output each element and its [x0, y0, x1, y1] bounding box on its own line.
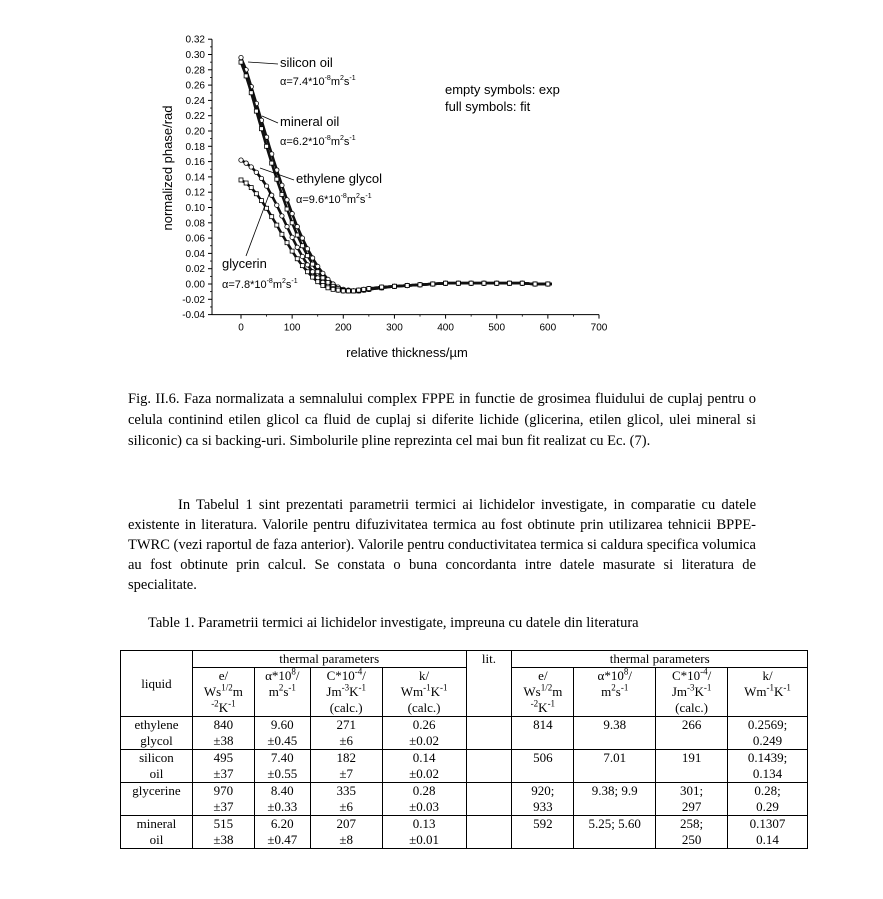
pointer-glycerin: [246, 192, 270, 256]
data-point: [321, 276, 325, 280]
cell-line-2: ±7: [339, 766, 354, 781]
data-point: [275, 223, 279, 227]
cell-lit-conductivity: [728, 816, 808, 849]
cell-heat-capacity: [310, 717, 382, 750]
y-axis-label: normalized phase/rad: [160, 105, 175, 231]
cell-line-1: silicon: [139, 750, 174, 765]
cell-lit-effusivity: [512, 717, 574, 750]
cell-lit-effusivity: [512, 783, 574, 816]
y-tick-label: 0.32: [185, 34, 205, 46]
data-point: [321, 284, 325, 288]
cell-line-1: 301;: [680, 783, 704, 798]
cell-line-1: 592: [533, 816, 553, 831]
cell-lit: [466, 717, 512, 750]
cell-effusivity: [192, 717, 254, 750]
cell-line-2: ±37: [213, 766, 234, 781]
data-point: [346, 289, 350, 293]
cell-line-2: ±6: [339, 799, 354, 814]
header-lit-effusivity: e/ $Ws^{1/2}m$ $^{-2}K^{-1}$: [512, 668, 574, 717]
data-point: [444, 281, 448, 285]
cell-lit-conductivity: [728, 717, 808, 750]
header-diffusivity: $\alpha*10^8/$ $m^2s^{-1}$: [254, 668, 310, 717]
paragraph-text: In Tabelul 1 sint prezentati parametrii termici ai lichidelor investigate, in comparatie cu datele existente in literatura. Valorile pentru difuzivitatea termica au fost obtinute prin utilizarea tehnicii BPPE-TWRC (vezi raportul de faza anterior). Valorile pentru conductivitatea termica si caldura specifica volumica au fost obtinute prin calcul. Se constata o buna concordanta intre datele masurate si literatura de specialitate.: [128, 497, 756, 593]
data-point: [244, 181, 248, 185]
y-tick-label: 0.22: [185, 111, 205, 123]
cell-lit-conductivity: [728, 783, 808, 816]
cell-line-1: 6.20: [270, 816, 294, 831]
cell-conductivity: [382, 750, 466, 783]
cell-line-1: 0.28: [412, 783, 436, 798]
data-point: [431, 282, 435, 286]
data-point: [546, 282, 550, 286]
data-point: [285, 224, 289, 228]
cell-line-1: 191: [681, 750, 702, 765]
data-point: [357, 288, 361, 292]
x-tick-label: 700: [590, 322, 608, 334]
data-point: [392, 284, 396, 288]
cell-line-2: ±0.45: [267, 733, 298, 748]
data-point: [275, 203, 279, 207]
data-point: [290, 221, 294, 225]
table-body: [121, 717, 808, 849]
cell-diffusivity: [254, 750, 310, 783]
cell-line-1: 840: [213, 717, 234, 732]
cell-lit-diffusivity: [574, 783, 656, 816]
cell-heat-capacity: [310, 750, 382, 783]
y-tick-label: 0.12: [185, 187, 205, 199]
data-point: [264, 184, 268, 188]
alpha-label-ethylene-glycol: $\alpha=9.6*10^{-8}m^2s^{-1}$: [296, 193, 372, 206]
cell-lit-heat-capacity: [656, 717, 728, 750]
data-point: [239, 55, 243, 59]
x-axis-label: relative thickness/µm: [346, 345, 468, 360]
cell-line-1: 9.38: [603, 717, 627, 732]
data-point: [295, 257, 299, 261]
header-thermal-parameters-literature: thermal parameters: [512, 651, 808, 668]
x-tick-label: 300: [386, 322, 403, 334]
cell-line-1: 0.2569;: [747, 717, 788, 732]
data-point: [300, 244, 304, 248]
header-liquid: liquid: [121, 651, 193, 717]
data-point: [305, 263, 309, 267]
header-conductivity: k/ $Wm^{-1}K^{-1}$ (calc.): [382, 668, 466, 717]
cell-conductivity: [382, 783, 466, 816]
y-tick-label: 0.30: [185, 50, 205, 61]
cell-lit-conductivity: [728, 750, 808, 783]
data-point: [310, 270, 314, 274]
body-paragraph: [128, 495, 756, 595]
cell-line-1: 515: [213, 816, 234, 831]
data-point: [295, 245, 299, 249]
data-point: [469, 281, 473, 285]
y-tick-label: 0.06: [185, 233, 205, 245]
data-point: [352, 289, 356, 293]
data-point: [336, 288, 340, 292]
data-point: [405, 284, 409, 288]
data-point: [265, 206, 269, 210]
data-point: [380, 285, 384, 289]
cell-line-2: oil: [149, 766, 164, 781]
cell-effusivity: [192, 816, 254, 849]
table-row: [121, 750, 808, 783]
cell-line-2: 297: [681, 799, 702, 814]
cell-diffusivity: [254, 717, 310, 750]
cell-line-2: ±0.01: [409, 832, 440, 847]
data-point: [269, 193, 273, 197]
cell-lit: [466, 816, 512, 849]
cell-line-1: 5.25; 5.60: [588, 816, 641, 831]
data-point: [305, 254, 309, 258]
cell-line-2: 0.134: [752, 766, 783, 781]
series-label-ethylene-glycol: ethylene glycol: [296, 171, 382, 186]
data-point: [311, 262, 315, 266]
cell-line-2: 250: [681, 832, 702, 847]
series-label-mineral-oil: mineral oil: [280, 114, 340, 129]
data-point: [259, 199, 263, 203]
cell-lit-effusivity: [512, 816, 574, 849]
cell-line-2: ±38: [213, 832, 234, 847]
header-lit: lit.: [466, 651, 512, 717]
cell-line-1: ethylene: [134, 717, 179, 732]
cell-lit: [466, 750, 512, 783]
data-point: [265, 144, 269, 148]
cell-lit-heat-capacity: [656, 783, 728, 816]
header-heat-capacity: $C*10^{-4}/$ $Jm^{-3}K^{-1}$ (calc.): [310, 668, 382, 717]
cell-line-2: ±37: [213, 799, 234, 814]
thermal-parameters-table: [120, 650, 808, 849]
table-row: [121, 816, 808, 849]
y-tick-label: -0.02: [182, 294, 205, 306]
cell-line-1: 920;: [531, 783, 555, 798]
cell-diffusivity: [254, 816, 310, 849]
x-tick-label: 600: [539, 322, 557, 334]
data-point: [316, 270, 320, 274]
cell-line-1: 0.26: [412, 717, 436, 732]
cell-conductivity: [382, 816, 466, 849]
x-tick-label: 100: [283, 322, 301, 334]
data-point: [285, 241, 289, 245]
cell-line-1: 271: [336, 717, 356, 732]
cell-lit-heat-capacity: [656, 816, 728, 849]
cell-line-1: 8.40: [270, 783, 294, 798]
data-point: [270, 161, 274, 165]
data-point: [311, 275, 315, 279]
data-point: [520, 281, 524, 285]
data-point: [362, 287, 366, 291]
cell-line-2: ±0.47: [267, 832, 298, 847]
cell-line-2: oil: [149, 832, 164, 847]
table-header-row-1: [121, 651, 808, 668]
cell-line-1: 9.60: [270, 717, 294, 732]
data-point: [341, 289, 345, 293]
cell-line-2: ±38: [213, 733, 234, 748]
y-tick-label: 0.10: [185, 203, 205, 214]
cell-line-2: ±0.03: [409, 799, 440, 814]
data-point: [326, 286, 330, 290]
cell-liquid: [121, 717, 193, 750]
pointer-silicon-oil: [248, 62, 278, 64]
data-point: [533, 282, 537, 286]
data-point: [275, 177, 279, 181]
cell-line-1: 258;: [680, 816, 704, 831]
data-point: [300, 254, 304, 258]
cell-heat-capacity: [310, 816, 382, 849]
series-ethylene-glycol: [239, 158, 552, 293]
header-effusivity: e/ $Ws^{1/2}m$ $^{-2}K^{-1}$: [192, 668, 254, 717]
x-tick-label: 0: [238, 322, 244, 334]
legend-note-exp: empty symbols: exp: [445, 82, 560, 97]
y-tick-label: 0.08: [185, 218, 205, 230]
cell-line-1: glycerine: [132, 783, 181, 798]
cell-line-2: ±0.02: [409, 733, 440, 748]
cell-line-1: 182: [336, 750, 356, 765]
y-tick-label: 0.02: [185, 264, 205, 276]
cell-line-2: 0.249: [752, 733, 783, 748]
series-label-silicon-oil: silicon oil: [280, 55, 333, 70]
cell-liquid: [121, 816, 193, 849]
data-point: [300, 264, 304, 268]
table-row: [121, 717, 808, 750]
data-point: [305, 270, 309, 274]
data-point: [290, 235, 294, 239]
y-tick-label: 0.28: [185, 65, 205, 77]
y-tick-label: 0.26: [185, 80, 205, 92]
cell-line-1: 335: [336, 783, 356, 798]
cell-line-1: 7.01: [603, 750, 627, 765]
cell-effusivity: [192, 783, 254, 816]
data-point: [285, 207, 289, 211]
cell-line-1: 495: [213, 750, 234, 765]
data-point: [316, 280, 320, 284]
data-point: [249, 91, 253, 95]
cell-lit-diffusivity: [574, 750, 656, 783]
y-tick-label: 0.16: [185, 157, 205, 169]
data-point: [259, 127, 263, 131]
header-lit-heat-capacity: $C*10^{-4}/$ $Jm^{-3}K^{-1}$ (calc.): [656, 668, 728, 717]
figure-caption: Fig. II.6. Faza normalizata a semnalului complex FPPE in functie de grosimea fluidului de cuplaj pentru o celula continind etilen glicol ca fluid de cuplaj si diferite lichide (glicerina, etilen glicol, ulei mineral si siliconic) ca si backing-uri. Simbolurile pline reprezinta cel mai bun fit realizat cu Ec. (7).: [128, 391, 756, 449]
cell-line-1: 266: [681, 717, 702, 732]
y-tick-label: -0.04: [182, 310, 205, 322]
cell-line-1: 9.38; 9.9: [591, 783, 638, 798]
cell-lit-diffusivity: [574, 816, 656, 849]
cell-liquid: [121, 750, 193, 783]
data-point: [456, 281, 460, 285]
data-point: [249, 186, 253, 190]
y-tick-label: 0.04: [185, 248, 205, 260]
data-point: [418, 283, 422, 287]
cell-conductivity: [382, 717, 466, 750]
phase-chart: [150, 20, 620, 365]
data-point: [239, 158, 243, 162]
pointer-mineral-oil: [262, 116, 278, 123]
cell-line-1: 970: [213, 783, 234, 798]
data-point: [295, 233, 299, 237]
cell-line-1: 0.13: [412, 816, 436, 831]
data-point: [508, 281, 512, 285]
cell-lit: [466, 783, 512, 816]
series-label-glycerin: glycerin: [222, 256, 267, 271]
data-point: [244, 161, 248, 165]
x-tick-label: 500: [488, 322, 506, 334]
cell-line-2: ±6: [339, 733, 354, 748]
cell-effusivity: [192, 750, 254, 783]
cell-line-2: ±0.02: [409, 766, 440, 781]
legend-note-fit: full symbols: fit: [445, 99, 531, 114]
table-caption: Table 1. Parametrii termici ai lichidelor investigate, impreuna cu datele din literatura: [148, 615, 639, 631]
cell-line-1: 7.40: [270, 750, 294, 765]
header-lit-diffusivity: $\alpha*10^8/$ $m^2s^{-1}$: [574, 668, 656, 717]
cell-line-1: 207: [336, 816, 356, 831]
cell-line-1: 506: [533, 750, 553, 765]
cell-diffusivity: [254, 783, 310, 816]
data-point: [482, 281, 486, 285]
alpha-label-glycerin: $\alpha=7.8*10^{-8}m^2s^{-1}$: [222, 278, 298, 291]
cell-line-2: ±0.33: [267, 799, 298, 814]
cell-line-1: 0.1307: [749, 816, 786, 831]
data-point: [331, 287, 335, 291]
table-row: [121, 783, 808, 816]
cell-heat-capacity: [310, 783, 382, 816]
cell-line-1: mineral: [136, 816, 177, 831]
x-tick-label: 400: [437, 322, 454, 334]
cell-line-2: ±0.55: [267, 766, 298, 781]
header-thermal-parameters-measured: thermal parameters: [192, 651, 466, 668]
y-tick-label: 0.14: [185, 172, 205, 184]
cell-lit-diffusivity: [574, 717, 656, 750]
cell-line-2: ±8: [339, 832, 354, 847]
data-point: [254, 192, 258, 196]
data-point: [254, 170, 258, 174]
data-point: [367, 287, 371, 291]
data-point: [259, 176, 263, 180]
data-point: [254, 109, 258, 113]
cell-line-1: 0.1439;: [747, 750, 788, 765]
cell-line-1: 0.14: [412, 750, 436, 765]
cell-liquid: [121, 783, 193, 816]
y-tick-label: 0.00: [185, 279, 205, 291]
cell-line-2: 0.14: [756, 832, 779, 847]
y-tick-label: 0.20: [185, 126, 205, 138]
data-point: [239, 60, 243, 64]
data-point: [249, 165, 253, 169]
data-point: [239, 178, 243, 182]
data-point: [280, 232, 284, 236]
cell-line-2: glycol: [140, 733, 173, 748]
y-tick-label: 0.18: [185, 141, 205, 153]
data-point: [280, 192, 284, 196]
alpha-label-mineral-oil: $\alpha=6.2*10^{-8}m^2s^{-1}$: [280, 135, 356, 148]
data-point: [270, 215, 274, 219]
data-point: [290, 249, 294, 253]
header-lit-conductivity: k/ $Wm^{-1}K^{-1}$: [728, 668, 808, 717]
x-tick-label: 200: [334, 322, 352, 334]
cell-line-1: 0.28;: [754, 783, 781, 798]
cell-line-2: 933: [533, 799, 553, 814]
data-point: [280, 214, 284, 218]
y-tick-label: 0.24: [185, 95, 205, 107]
cell-line-1: 814: [533, 717, 553, 732]
data-point: [495, 281, 499, 285]
data-point: [244, 74, 248, 78]
cell-lit-effusivity: [512, 750, 574, 783]
fit-curve: [241, 180, 552, 291]
alpha-label-silicon-oil: $\alpha=7.4*10^{-8}m^2s^{-1}$: [280, 75, 356, 88]
table-header-row-2: [121, 668, 808, 717]
cell-line-2: 0.29: [756, 799, 779, 814]
cell-lit-heat-capacity: [656, 750, 728, 783]
